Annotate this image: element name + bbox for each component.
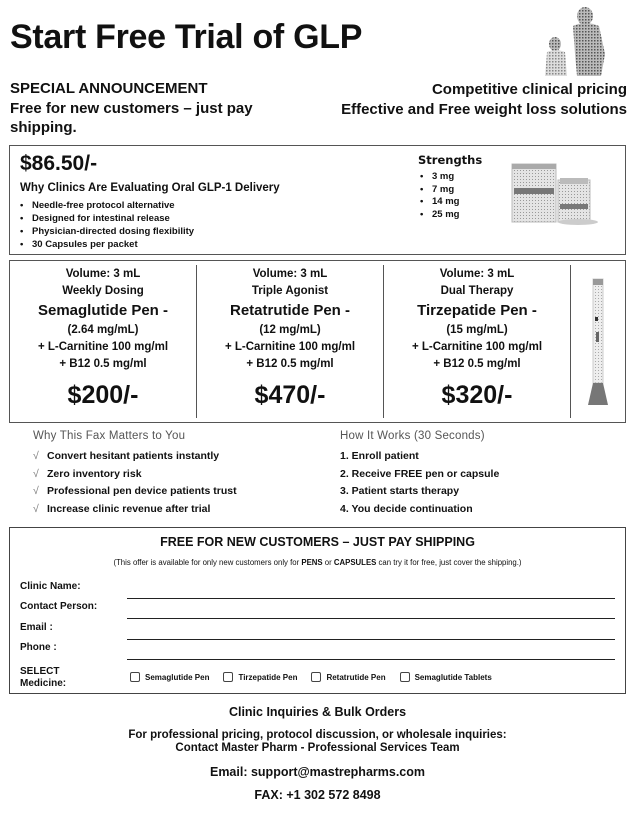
clinic-name-field	[20, 581, 615, 597]
parent-child-image-icon	[525, 4, 625, 76]
contact-person-field	[20, 601, 615, 617]
list-item: • Designed for intestinal release	[20, 212, 194, 225]
pen-card-semaglutide	[10, 265, 197, 418]
pen-card-tirzepatide	[384, 265, 571, 418]
pen-concentration: (15 mg/mL)	[446, 324, 508, 336]
pen-additive: + L-Carnitine 100 mg/ml	[224, 341, 356, 353]
capsule-benefits-list	[20, 199, 194, 251]
contact-person-input[interactable]	[127, 618, 615, 619]
pen-name: Retatrutide Pen -	[229, 302, 350, 319]
pen-image	[571, 261, 625, 422]
strength-item: • 14 mg	[420, 196, 482, 209]
checkbox-tirzepatide-pen[interactable]: Tirzepatide Pen	[223, 672, 297, 682]
benefit-item: √ Convert hesitant patients instantly	[33, 448, 303, 466]
step-item: 1. Enroll patient	[340, 450, 419, 462]
checkbox-icon[interactable]	[400, 672, 410, 682]
pen-additive: + B12 0.5 mg/ml	[59, 358, 147, 370]
pen-additive: + L-Carnitine 100 mg/ml	[411, 341, 543, 353]
email-input[interactable]	[127, 639, 615, 640]
checkbox-icon[interactable]	[130, 672, 140, 682]
pen-volume: Volume: 3 mL	[252, 268, 328, 280]
contact-footer	[0, 705, 635, 802]
footer-heading: Clinic Inquiries & Bulk Orders	[228, 705, 407, 719]
pen-additive: + B12 0.5 mg/ml	[433, 358, 521, 370]
tagline-solutions: Effective and Free weight loss solutions	[341, 101, 627, 118]
field-label: Clinic Name:	[20, 581, 81, 592]
pen-price: $200/-	[67, 381, 139, 409]
field-label: Contact Person:	[20, 601, 98, 612]
checkbox-retatrutide-pen[interactable]: Retatrutide Pen	[311, 672, 385, 682]
pen-concentration: (2.64 mg/mL)	[67, 324, 139, 336]
list-item: • Physician-directed dosing flexibility	[20, 225, 194, 238]
field-label: Phone :	[20, 642, 57, 653]
checkmark-icon: √	[33, 450, 39, 462]
phone-input[interactable]	[127, 659, 615, 660]
benefit-item: √ Zero inventory risk	[33, 466, 303, 484]
pen-additive: + L-Carnitine 100 mg/ml	[37, 341, 169, 353]
strengths-title: Strengths	[418, 153, 483, 167]
capsule-offer-box	[9, 145, 626, 255]
pen-concentration: (12 mg/mL)	[259, 324, 321, 336]
capsule-heading: Why Clinics Are Evaluating Oral GLP-1 Delivery	[20, 182, 280, 194]
contact-email: Email: support@mastrepharms.com	[209, 765, 426, 779]
clinic-name-input[interactable]	[127, 598, 615, 599]
strength-item: • 25 mg	[420, 209, 482, 222]
tagline-pricing: Competitive clinical pricing	[431, 81, 627, 98]
footer-line: For professional pricing, protocol discussion, or wholesale inquiries:	[128, 729, 507, 741]
pen-price: $470/-	[254, 381, 326, 409]
pen-price: $320/-	[441, 381, 513, 409]
step-item: 3. Patient starts therapy	[340, 485, 460, 497]
checkmark-icon: √	[33, 485, 39, 497]
email-field	[20, 622, 615, 638]
pen-additive: + B12 0.5 mg/ml	[246, 358, 334, 370]
strengths-list	[420, 171, 482, 221]
benefit-item: √ Increase clinic revenue after trial	[33, 501, 303, 519]
strength-item: • 7 mg	[420, 184, 482, 197]
checkbox-icon[interactable]	[311, 672, 321, 682]
why-fax-section	[33, 430, 303, 518]
pen-card-retatrutide	[197, 265, 384, 418]
capsule-price: $86.50/-	[20, 152, 98, 175]
checkbox-semaglutide-pen[interactable]: Semaglutide Pen	[130, 672, 209, 682]
step-item: 2. Receive FREE pen or capsule	[340, 467, 500, 480]
form-title: FREE FOR NEW CUSTOMERS – JUST PAY SHIPPING	[160, 535, 475, 549]
medicine-options	[130, 672, 492, 682]
hero-photo	[525, 4, 625, 76]
bottle-icon	[508, 158, 608, 228]
field-label: Email :	[20, 622, 53, 633]
phone-field	[20, 642, 615, 658]
pen-type: Triple Agonist	[251, 285, 329, 297]
why-fax-title: Why This Fax Matters to You	[33, 430, 186, 442]
injection-pen-icon	[586, 277, 610, 407]
contact-fax: FAX: +1 302 572 8498	[254, 788, 381, 802]
how-it-works-section	[340, 430, 620, 518]
pen-name: Tirzepatide Pen -	[417, 302, 537, 319]
strengths-section	[418, 153, 482, 221]
list-item: • Needle-free protocol alternative	[20, 199, 194, 212]
checkmark-icon: √	[33, 467, 39, 480]
pen-type: Weekly Dosing	[62, 285, 144, 297]
step-item: 4. You decide continuation	[340, 502, 473, 515]
form-note: (This offer is available for only new customers only for PENS or CAPSULES can try it for free, just cover the shipping.)	[113, 558, 522, 567]
pen-volume: Volume: 3 mL	[439, 268, 515, 280]
how-it-works-title: How It Works (30 Seconds)	[340, 430, 485, 442]
pens-offer-box	[9, 260, 626, 423]
pricing-tagline	[341, 80, 627, 120]
page-title: Start Free Trial of GLP	[10, 18, 363, 56]
list-item: • 30 Capsules per packet	[20, 238, 194, 251]
pen-volume: Volume: 3 mL	[65, 268, 141, 280]
checkbox-icon[interactable]	[223, 672, 233, 682]
checkmark-icon: √	[33, 502, 39, 515]
strength-item: • 3 mg	[420, 171, 482, 184]
checkbox-semaglutide-tablets[interactable]: Semaglutide Tablets	[400, 672, 492, 682]
announcement-text: Free for new customers – just pay shipping.	[10, 100, 253, 136]
select-medicine-label: SELECT Medicine:	[20, 666, 67, 689]
capsule-bottles-image	[508, 158, 608, 228]
special-announcement	[10, 80, 300, 137]
medicine-select-row	[20, 666, 615, 690]
footer-line: Contact Master Pharm - Professional Services Team	[175, 742, 460, 754]
signup-form	[9, 527, 626, 694]
announcement-heading: SPECIAL ANNOUNCEMENT	[10, 80, 208, 97]
pen-type: Dual Therapy	[440, 285, 514, 297]
benefit-item: √ Professional pen device patients trust	[33, 483, 303, 501]
pen-name: Semaglutide Pen -	[37, 302, 169, 319]
